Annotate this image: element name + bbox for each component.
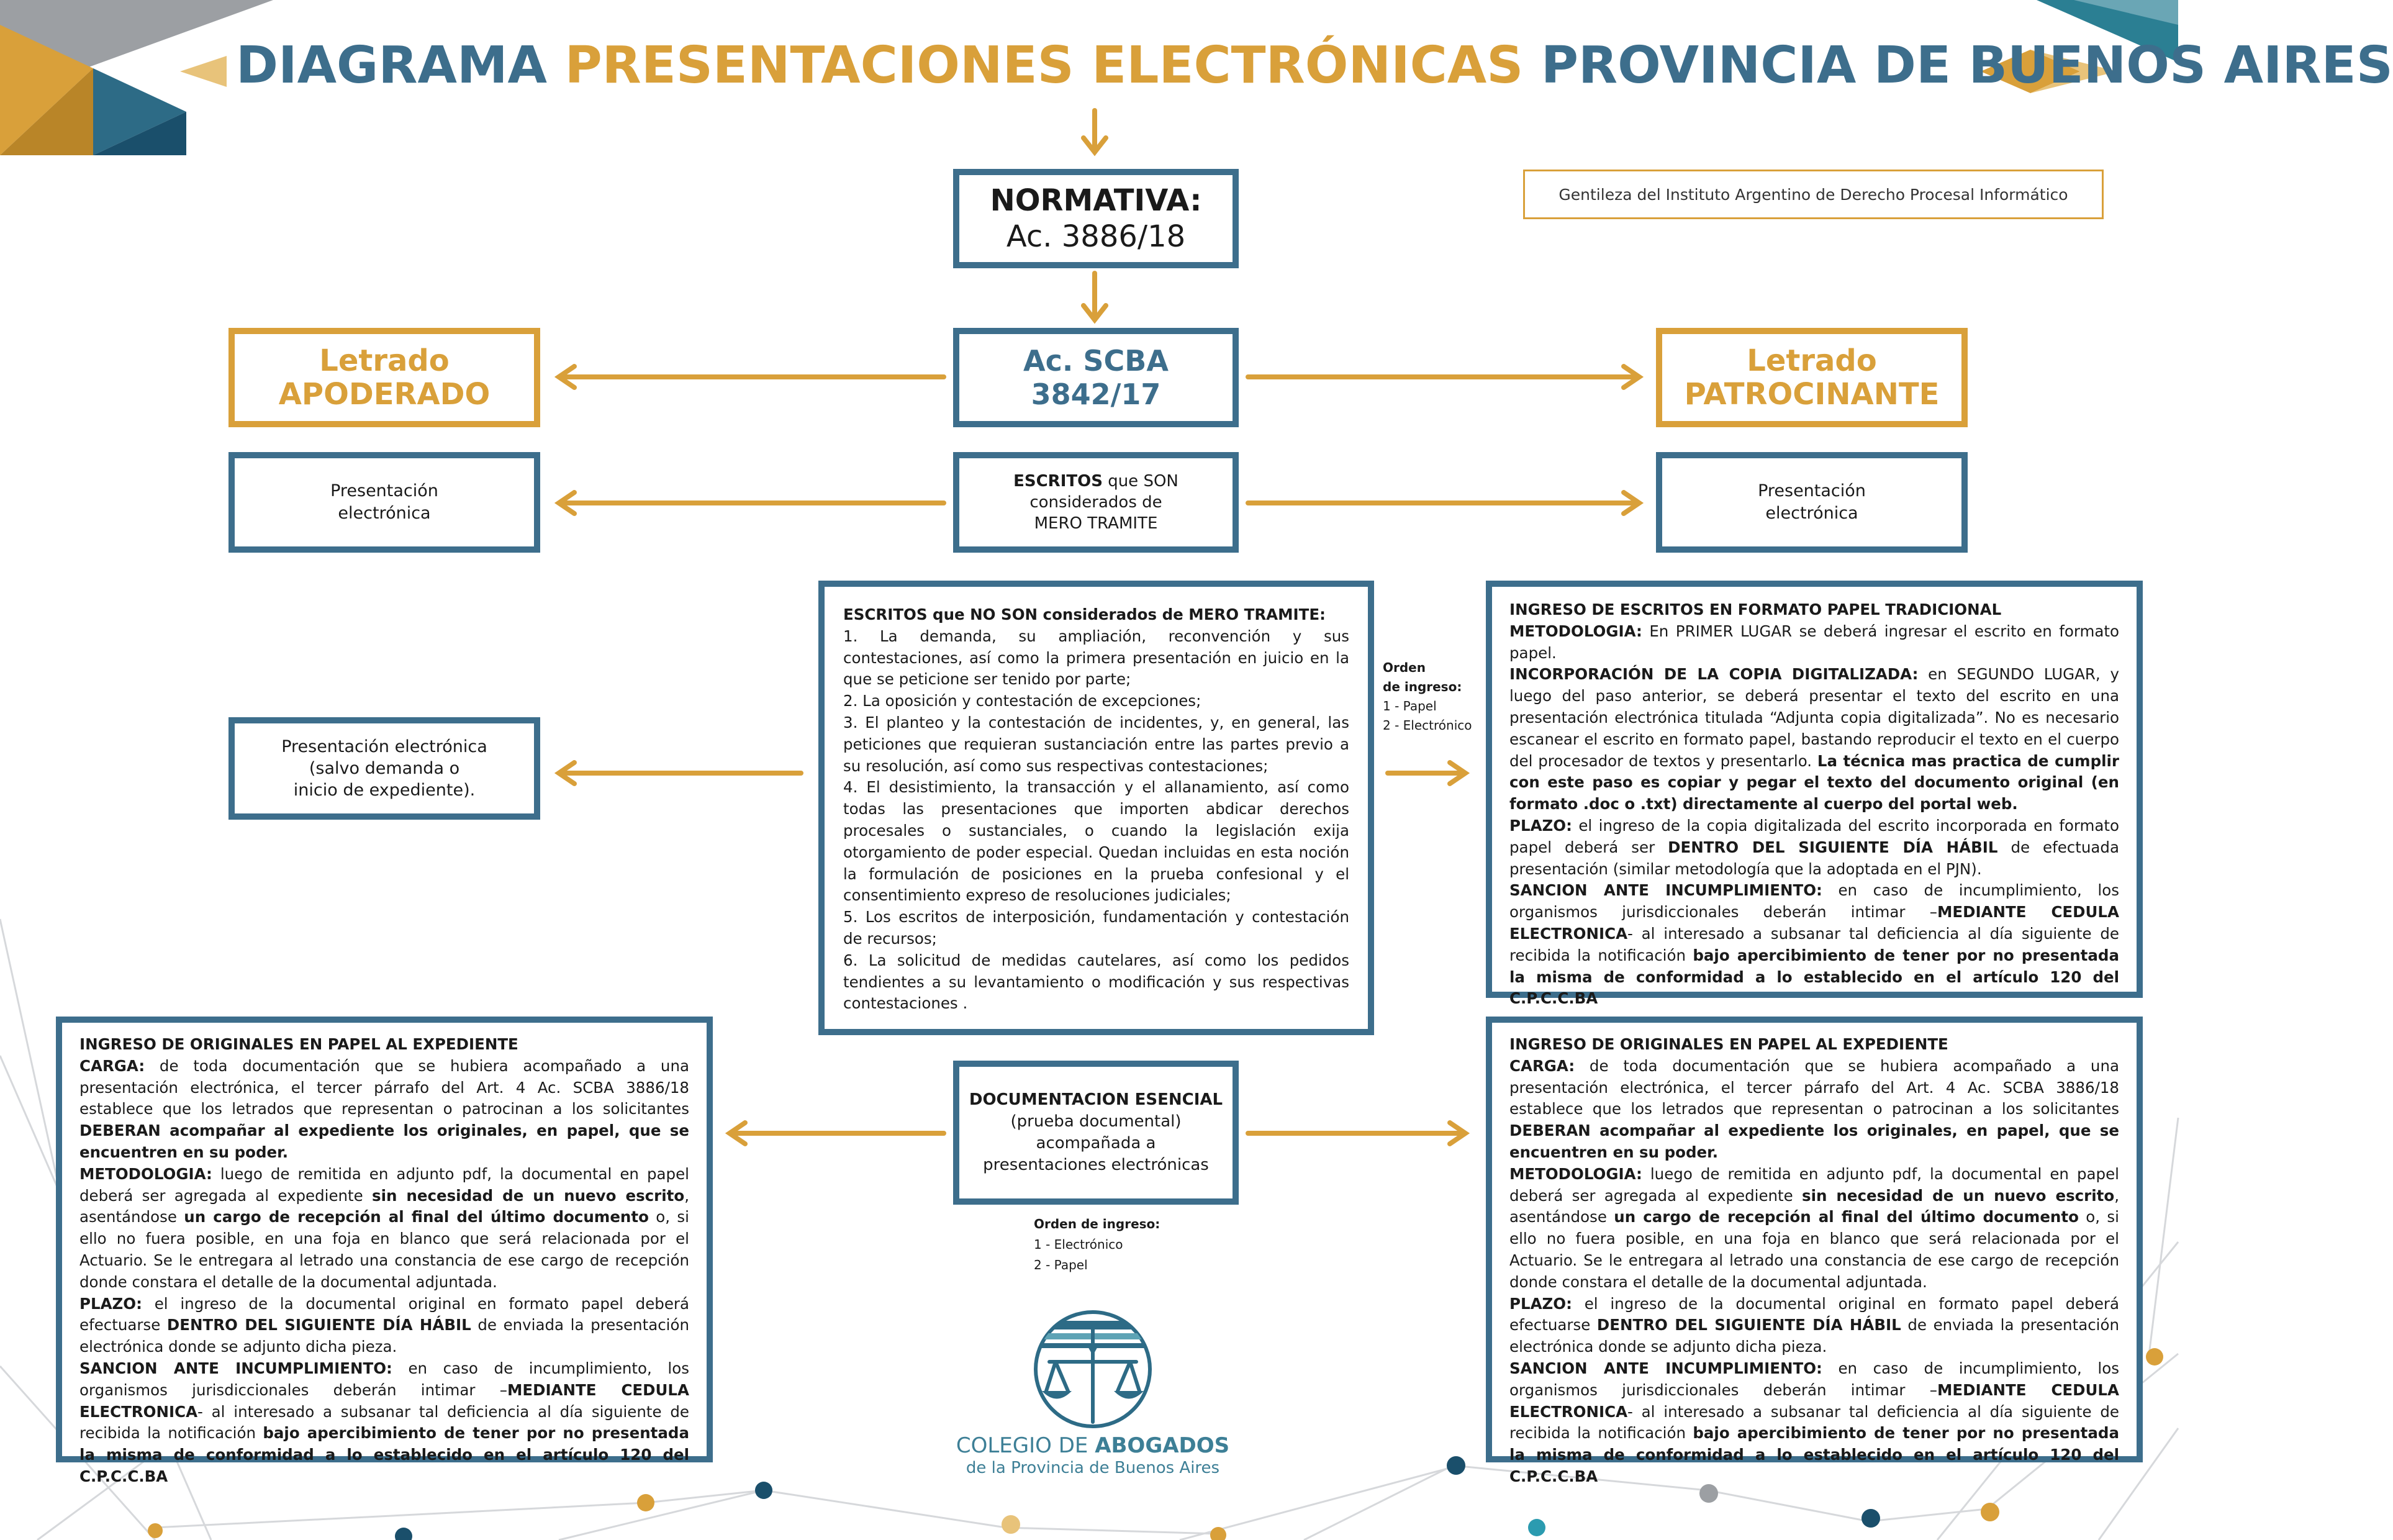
logo-line-2: de la Provincia de Buenos Aires [966,1459,1220,1477]
mero-tramite-line-2: considerados de [1029,493,1162,512]
colegio-logo-icon [1031,1307,1155,1431]
originales-left-sancion-bold-1: MEDIANTE CEDULA ELECTRONICA [79,1380,689,1421]
title-part-3: PROVINCIA DE BUENOS AIRES [1540,36,2393,95]
logo-line-1b: ABOGADOS [1095,1433,1230,1458]
originales-right-met-bold-2: un cargo de recepción al final del último documento [1614,1208,2079,1226]
originales-left-sancion-bold-2: bajo apercibimiento de tener por no presentada la misma de conformidad a lo establecido en el artículo 120 del C.P.C.C.BA [79,1424,689,1485]
orden-ingreso-2 [1034,1214,1160,1275]
acuerdo-line-2: 3842/17 [1031,378,1161,411]
no-mero-item-3: 3. El planteo y la contestación de incidentes, y, en general, las peticiones que requieran sustanciación entre las partes previo a su resolución, así como sus respectivas contestaciones; [843,713,1349,775]
presentacion-salvo-line-3: inicio de expediente). [293,781,476,800]
originales-left-sancion-text-2: - al interesado a subsanar tal deficiencia al día siguiente de recibida la notificación [79,1402,689,1443]
acuerdo-box [953,328,1239,427]
originales-right-met-label: METODOLOGIA: [1509,1164,1642,1183]
presentacion-right-line-1: Presentación [1758,481,1866,500]
originales-left-carga-label: CARGA: [79,1056,145,1075]
papel-sancion-bold-2: bajo apercibimiento de tener por no presentada la misma de conformidad a lo establecido en el artículo 120 del C.P.C.C.BA [1509,946,2119,1008]
title-part-2: PRESENTACIONES ELECTRÓNICAS [564,36,1524,95]
documentacion-line-4: presentaciones electrónicas [983,1156,1209,1174]
originales-right-plazo-text-1: el ingreso de la documental original en formato papel deberá efectuarse [1509,1294,2119,1334]
papel-sancion-text-1: en caso de incumplimiento, los organismos jurisdiccionales deberán intimar – [1509,881,2119,922]
no-mero-tramite-box [818,581,1374,1035]
originales-right-met-bold-1: sin necesidad de un nuevo escrito [1801,1186,2115,1205]
originales-left-sancion-label: SANCION ANTE INCUMPLIMIENTO: [79,1359,392,1377]
presentacion-left-line-2: electrónica [338,504,431,523]
no-mero-item-1: 1. La demanda, su ampliación, reconvención y sus contestaciones, así como la primera presentación en juicio en la que se peticione ser tenido por parte; [843,627,1349,689]
presentacion-salvo-box [228,717,540,820]
mero-tramite-rest: que SON [1102,472,1178,491]
originales-left-carga-bold: DEBERAN acompañar al expediente los originales, en papel, que se encuentren en su poder. [79,1121,689,1161]
papel-tradicional-box [1486,581,2143,1008]
apoderado-line-1: Letrado [319,343,450,378]
papel-sancion-text-2: - al interesado a subsanar tal deficiencia al día siguiente de recibida la notificación [1509,924,2119,964]
papel-inc-label: INCORPORACIÓN DE LA COPIA DIGITALIZADA: [1509,665,1919,684]
apoderado-line-2: APODERADO [278,377,491,412]
presentacion-salvo-line-1: Presentación electrónica [281,737,487,756]
credit-box [1523,170,2104,219]
papel-plazo-text-2: de efectuada presentación (similar metodología que la adoptada en el PJN). [1509,838,2119,878]
documentacion-line-3: acompañada a [1036,1134,1156,1153]
normativa-value: Ac. 3886/18 [1006,219,1186,254]
originales-left-carga-text: de toda documentación que se hubiera acompañado a una presentación electrónica, el tercer párrafo del Art. 4 Ac. SCBA 3886/18 establece que los letrados que representan o patrocinan a los solicitantes [79,1056,689,1118]
orden-1-item-1: 1 - Papel [1383,699,1437,713]
originales-right-heading: INGRESO DE ORIGINALES EN PAPEL AL EXPEDIENTE [1509,1035,1948,1053]
papel-inc-text: en SEGUNDO LUGAR, y luego del paso anterior, se deberá presentar el texto del escrito en una presentación electrónica titulada “Adjunta copia digitalizada”. No es necesario escanear el escrito en formato papel, bastando reproducir el texto en el cuerpo del procesador de textos y presentarlo. [1509,665,2119,770]
originales-left-plazo-label: PLAZO: [79,1294,142,1313]
orden-1-title-1: Orden [1383,660,1426,675]
papel-met-text: En PRIMER LUGAR se deberá ingresar el escrito en formato papel. [1509,622,2119,662]
orden-ingreso-1 [1383,658,1472,735]
originales-right-sancion-label: SANCION ANTE INCUMPLIMIENTO: [1509,1359,1822,1377]
originales-right-sancion-text-1: en caso de incumplimiento, los organismos jurisdiccionales deberán intimar – [1509,1359,2119,1399]
presentacion-right-box [1656,452,1968,553]
originales-right-met-text-1: luego de remitida en adjunto pdf, la documental en papel deberá ser agregada al expediente [1509,1164,2119,1205]
originales-left-met-text-1: luego de remitida en adjunto pdf, la documental en papel deberá ser agregada al expediente [79,1164,689,1205]
orden-2-item-2: 2 - Papel [1034,1257,1088,1272]
originales-right-carga-label: CARGA: [1509,1056,1575,1075]
no-mero-item-2: 2. La oposición y contestación de excepciones; [843,692,1201,710]
no-mero-item-4: 4. El desistimiento, la transacción y el allanamiento, así como todas las presentaciones que importen abdicar derechos procesales o sustanciales, o cuando la legislación exija otorgamiento de poder especial. Quedan incluidas en esta noción la formulación de posiciones en la prueba confesional y el consentimiento expreso de resoluciones judiciales; [843,778,1349,905]
mero-tramite-line-3: MERO TRAMITE [1034,514,1158,533]
documentacion-line-2: (prueba documental) [1010,1112,1182,1131]
originales-right-met-text-2: , asentándose [1509,1186,2119,1226]
presentacion-left-box [228,452,540,553]
papel-plazo-label: PLAZO: [1509,816,1572,835]
documentacion-box [953,1061,1239,1205]
orden-1-title-2: de ingreso: [1383,679,1462,694]
presentacion-right-line-2: electrónica [1765,504,1858,523]
originales-right-plazo-text-2: de enviada la presentación electrónica donde se adjunto dicha pieza. [1509,1316,2120,1356]
originales-left-met-text-2: , asentándose [79,1186,689,1226]
originales-right-sancion-bold-2: bajo apercibimiento de tener por no presentada la misma de conformidad a lo establecido en el artículo 120 del C.P.C.C.BA [1509,1424,2119,1485]
colegio-logo-text [938,1433,1248,1478]
originales-left-plazo-bold: DENTRO DEL SIGUIENTE DÍA HÁBIL [166,1316,471,1334]
originales-left-met-bold-1: sin necesidad de un nuevo escrito [371,1186,685,1205]
logo-line-1a: COLEGIO DE [956,1433,1095,1458]
originales-right-plazo-bold: DENTRO DEL SIGUIENTE DÍA HÁBIL [1596,1316,1901,1334]
title-part-1: DIAGRAMA [236,36,548,95]
normativa-box [953,169,1239,268]
papel-met-label: METODOLOGIA: [1509,622,1642,640]
papel-plazo-bold: DENTRO DEL SIGUIENTE DÍA HÁBIL [1668,838,1998,856]
originales-left-heading: INGRESO DE ORIGINALES EN PAPEL AL EXPEDIENTE [79,1035,518,1053]
originales-right-carga-text: de toda documentación que se hubiera acompañado a una presentación electrónica, el tercer párrafo del Art. 4 Ac. SCBA 3886/18 establece que los letrados que representan o patrocinan a los solicitantes [1509,1056,2119,1118]
originales-left-plazo-text-2: de enviada la presentación electrónica donde se adjunto dicha pieza. [79,1316,690,1356]
mero-tramite-bold: ESCRITOS [1013,472,1103,491]
documentacion-line-1: DOCUMENTACION ESENCIAL [969,1090,1223,1109]
no-mero-heading: ESCRITOS que NO SON considerados de MERO TRAMITE: [843,605,1326,623]
apoderado-box [228,328,540,427]
originales-right-met-text-3: o, si ello no fuera posible, en una foja en blanco que será relacionada por el Actuario. Se le entregara al letrado una constancia de ese cargo de recepción donde constara el detalle de la documental adjuntada. [1509,1208,2119,1291]
no-mero-item-6: 6. La solicitud de medidas cautelares, así como los pedidos tendientes a su levantamiento o modificación y sus respectivas contestaciones . [843,951,1349,1013]
originales-right-plazo-label: PLAZO: [1509,1294,1572,1313]
originales-left-met-bold-2: un cargo de recepción al final del último documento [184,1208,649,1226]
originales-left-box [56,1017,713,1485]
orden-2-title: Orden de ingreso: [1034,1216,1160,1231]
papel-sancion-label: SANCION ANTE INCUMPLIMIENTO: [1509,881,1822,900]
orden-2-item-1: 1 - Electrónico [1034,1237,1123,1252]
papel-inc-bold: La técnica mas practica de cumplir con este paso es copiar y pegar el texto del documento original (en formato .doc o .txt) directamente al cuerpo del portal web. [1509,751,2119,813]
originales-left-plazo-text-1: el ingreso de la documental original en formato papel deberá efectuarse [79,1294,689,1334]
credit-text: Gentileza del Instituto Argentino de Derecho Procesal Informático [1558,185,2068,204]
mero-tramite-box [953,452,1239,553]
originales-left-met-text-3: o, si ello no fuera posible, en una foja en blanco que será relacionada por el Actuario. Se le entregara al letrado una constancia de ese cargo de recepción donde constara el detalle de la documental adjuntada. [79,1208,689,1291]
patrocinante-line-2: PATROCINANTE [1684,377,1940,412]
papel-plazo-text-1: el ingreso de la copia digitalizada del escrito incorporada en formato papel deberá ser [1509,816,2119,856]
originales-left-met-label: METODOLOGIA: [79,1164,212,1183]
page-title [236,36,2393,95]
patrocinante-line-1: Letrado [1747,343,1877,378]
originales-right-carga-bold: DEBERAN acompañar al expediente los originales, en papel, que se encuentren en su poder. [1509,1121,2119,1161]
orden-1-item-2: 2 - Electrónico [1383,718,1472,733]
originales-right-sancion-text-2: - al interesado a subsanar tal deficiencia al día siguiente de recibida la notificación [1509,1402,2119,1443]
papel-tradicional-heading: INGRESO DE ESCRITOS EN FORMATO PAPEL TRADICIONAL [1509,600,2002,618]
presentacion-salvo-line-2: (salvo demanda o [309,759,460,778]
acuerdo-line-1: Ac. SCBA [1023,344,1169,378]
originales-right-sancion-bold-1: MEDIANTE CEDULA ELECTRONICA [1509,1380,2119,1421]
papel-sancion-bold-1: MEDIANTE CEDULA ELECTRONICA [1509,903,2119,943]
patrocinante-box [1656,328,1968,427]
presentacion-left-line-1: Presentación [330,481,438,500]
originales-right-box [1486,1017,2143,1485]
normativa-label: NORMATIVA: [990,183,1202,218]
originales-left-sancion-text-1: en caso de incumplimiento, los organismos jurisdiccionales deberán intimar – [79,1359,689,1399]
no-mero-item-5: 5. Los escritos de interposición, fundamentación y contestación de recursos; [843,908,1349,948]
